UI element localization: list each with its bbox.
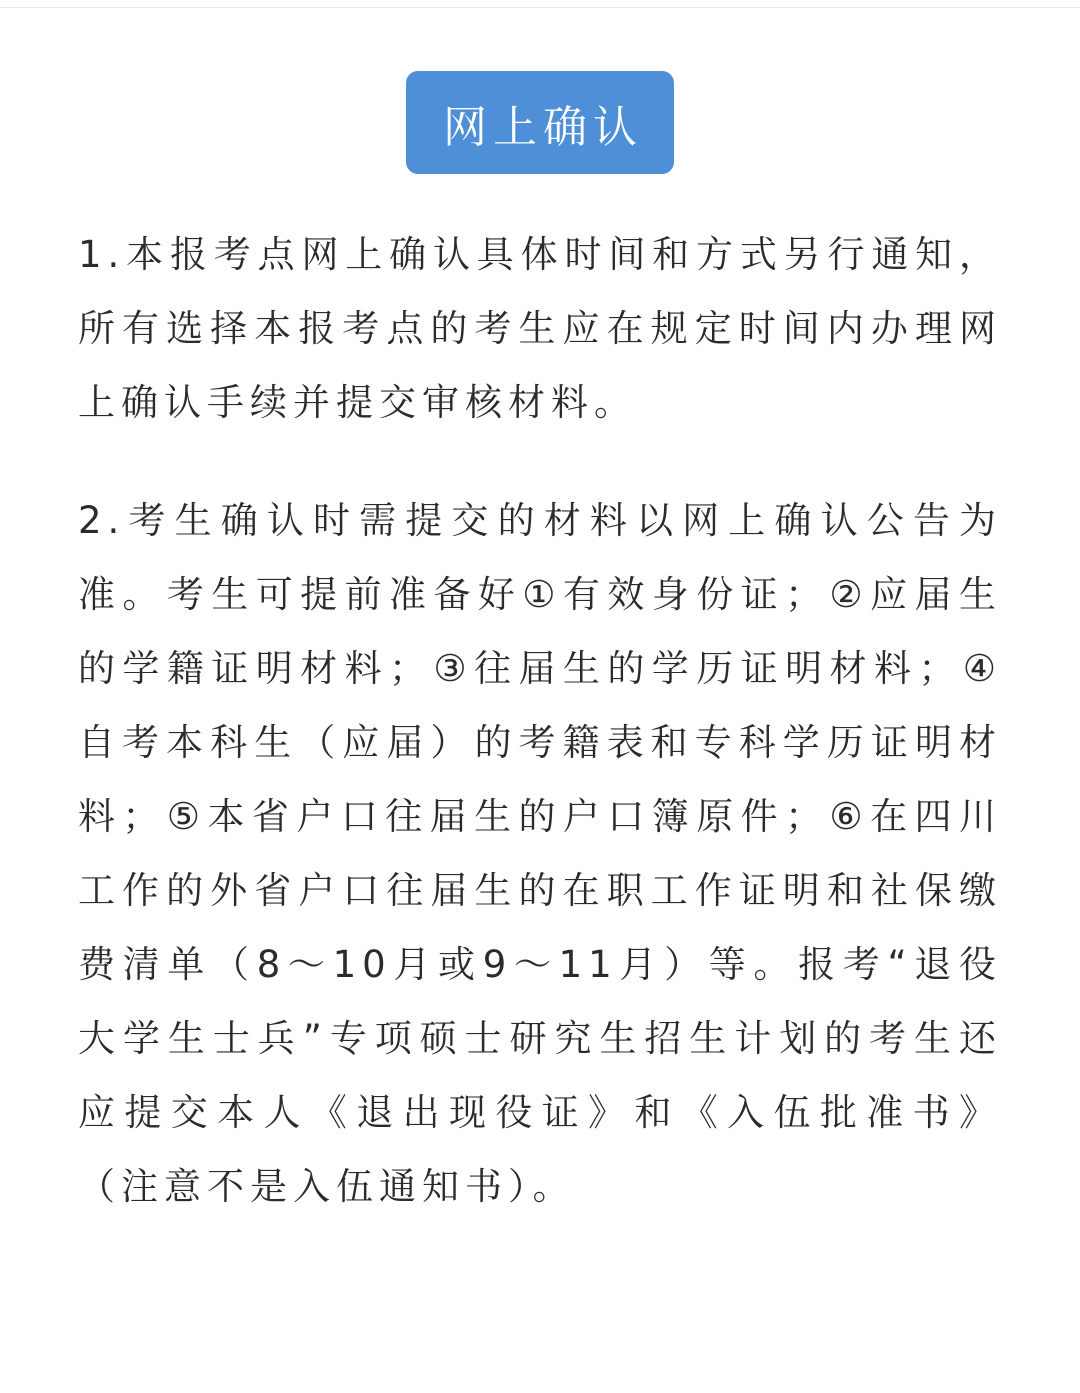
paragraph-2: 2.考生确认时需提交的材料以网上确认公告为准。考生可提前准备好①有效身份证；②应届生的学籍证明材料；③往届生的学历证明材料；④自考本科生（应届）的考籍表和专科学历证明材料；⑤本省户口往届生的户口簿原件；⑥在四川工作的外省户口往届生的在职工作证明和社保缴费清单（8～10月或9～11月）等。报考“退役大学生士兵”专项硕士研究生招生计划的考生还应提交本人《退出现役证》和《入伍批准书》（注意不是入伍通知书）。 — [78, 499, 1002, 1208]
article-body — [78, 218, 1002, 1224]
section-header-badge — [406, 71, 674, 174]
section-title: 网上确认 — [443, 101, 643, 153]
paragraph-1: 1.本报考点网上确认具体时间和方式另行通知，所有选择本报考点的考生应在规定时间内办理网上确认手续并提交审核材料。 — [78, 233, 1002, 424]
top-divider — [0, 0, 1080, 8]
